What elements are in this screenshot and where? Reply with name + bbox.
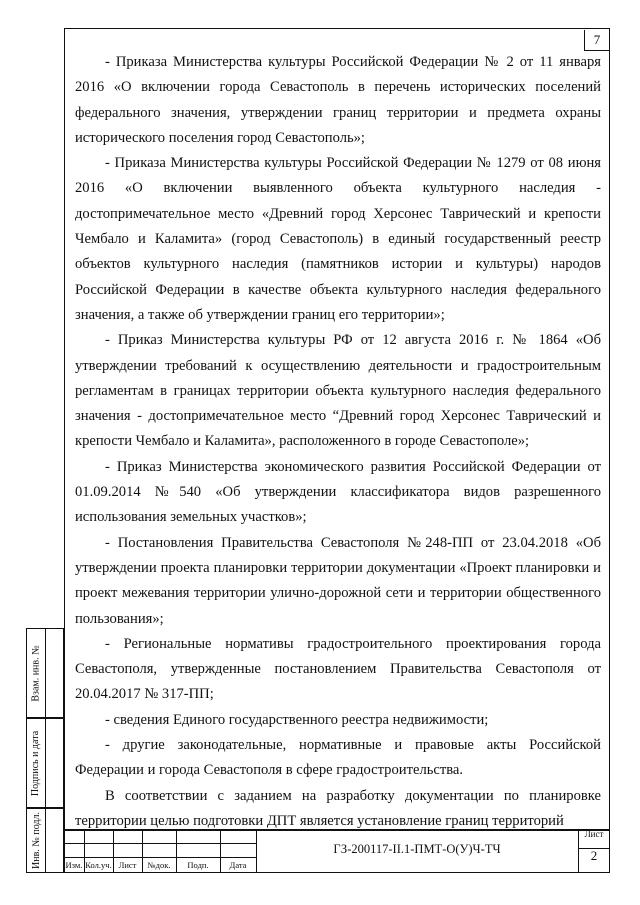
side-stamp-vzam — [26, 628, 64, 718]
stamp-header-podp: Подп. — [187, 860, 209, 870]
paragraph: - сведения Единого государственного реестра недвижимости; — [105, 711, 489, 728]
paragraph: - другие законодательные, нормативные и правовые акты Российской Федерации и города Севастополя в сфере градостроительства. — [75, 737, 601, 779]
document-code: ГЗ-200117-II.1-ПМТ-О(У)Ч-ТЧ — [333, 842, 501, 856]
stamp-header-kol: Кол.уч. — [85, 860, 112, 870]
paragraph: - Приказа Министерства культуры Российской Федерации № 2 от 11 января 2016 «О включении города Севастополь в перечень исторических поселений федерального значения, утверждении границ территории и предмета охраны исторического поселения город Севастополь»; — [75, 54, 601, 146]
stamp-header-list: Лист — [118, 860, 137, 870]
side-label-inv-podl: Инв. № подл. — [30, 812, 42, 869]
stamp-header-data: Дата — [229, 860, 247, 870]
side-label-inv-vzam: Взам. инв. № — [30, 644, 42, 702]
stamp-header-ndok: №док. — [147, 860, 171, 870]
side-stamp-podpis — [26, 718, 64, 808]
document-body — [75, 50, 601, 834]
paragraph: - Региональные нормативы градостроительного проектирования города Севастополя, утвержденные постановлением Правительства Севастополя от 20.04.2017 № 317-ПП; — [75, 635, 601, 703]
paragraph: В соответствии с заданием на разработку документации по планировке территории целью подготовки ДПТ является установление границ территорий — [75, 787, 601, 829]
side-stamp-inv-podl — [26, 808, 64, 873]
page-number: 7 — [584, 30, 609, 51]
sheet-number: 2 — [590, 848, 598, 863]
paragraph: - Приказа Министерства культуры Российской Федерации № 1279 от 08 июня 2016 «О включении выявленного объекта культурного наследия - достопримечательное место «Древний город Херсонес Таврический и крепости Чембало и Каламита» (город Севастополь) в единый государственный реестр объектов культурного наследия (памятников истории и культуры) народов Российской Федерации в качестве объекта культурного наследия федерального значения, а также об утверждении границ его территории»; — [75, 155, 601, 323]
side-label-podpis: Подпись и дата — [30, 730, 42, 796]
paragraph: - Приказ Министерства экономического развития Российской Федерации от 01.09.2014 №540 «Об утверждении классификатора видов разрешенного использования земельных участков»; — [75, 458, 601, 526]
stamp-header-izm: Изм. — [65, 860, 83, 870]
sheet-label: Лист — [584, 829, 604, 839]
paragraph: - Приказ Министерства культуры РФ от 12 августа 2016 г. № 1864 «Об утверждении требований к осуществлению деятельности и градостроительным регламентам в границах территории объекта культурного наследия федерального значения - достопримечательное место “Древний город Херсонес Таврический и крепости Чембало и Каламита», расположенного в городе Севастополе»; — [75, 332, 601, 450]
paragraph: - Постановления Правительства Севастополя №248-ПП от 23.04.2018 «Об утверждении проекта планировки территории документации «Проект планировки и проект межевания территории улично-дорожной сети и территории общественного пользования»; — [75, 534, 601, 627]
